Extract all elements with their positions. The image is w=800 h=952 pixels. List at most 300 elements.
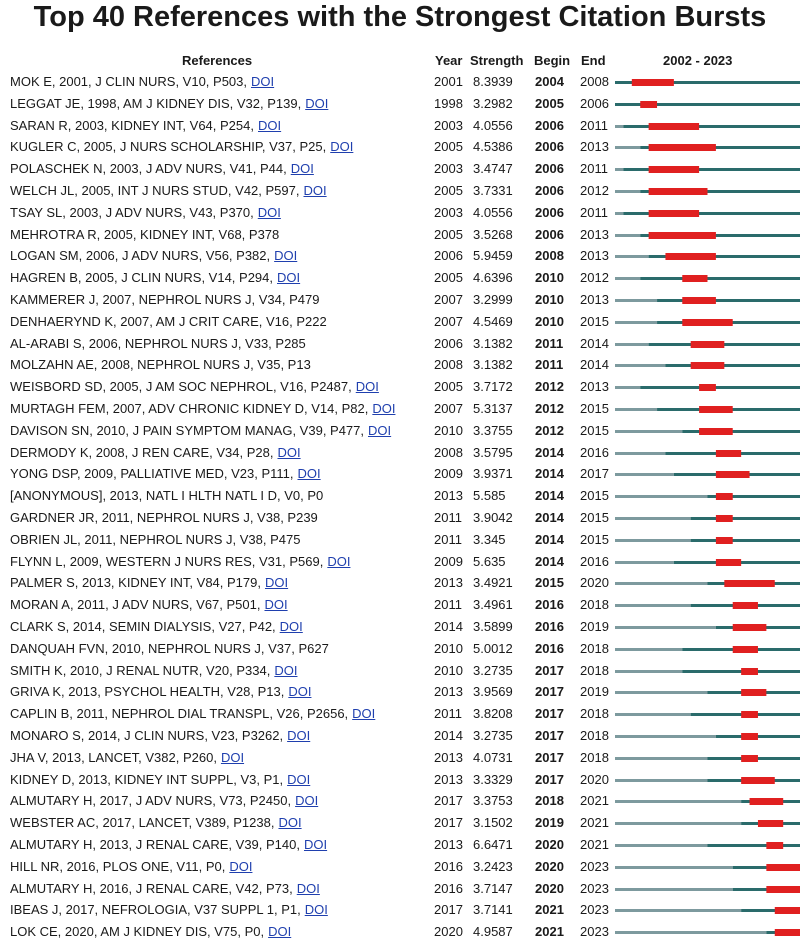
doi-link[interactable]: DOI <box>330 139 354 155</box>
burst-timeline <box>615 508 800 529</box>
table-row <box>0 726 800 747</box>
pre-publication-segment <box>615 212 623 215</box>
end-cell: 2023 <box>580 858 609 874</box>
year-cell: 2003 <box>434 161 463 177</box>
doi-link[interactable]: DOI <box>279 619 303 634</box>
doi-link[interactable]: DOI <box>368 422 392 438</box>
reference-text: MONARO S, 2014, J CLIN NURS, V23, P3262, <box>10 728 284 743</box>
reference-cell <box>10 728 310 744</box>
reference-cell <box>10 575 288 591</box>
pre-publication-segment <box>615 343 649 346</box>
burst-bar <box>699 428 733 435</box>
burst-timeline <box>615 268 800 289</box>
strength-cell: 4.5386 <box>473 139 513 155</box>
reference-cell <box>10 924 291 940</box>
pre-publication-segment <box>615 931 766 934</box>
burst-bar <box>716 515 733 522</box>
strength-cell: 3.1382 <box>473 357 513 373</box>
begin-cell: 2015 <box>535 575 564 591</box>
burst-bar <box>741 668 758 675</box>
begin-cell: 2020 <box>535 837 564 852</box>
reference-cell <box>10 772 310 788</box>
reference-cell <box>10 750 244 766</box>
header-strength: Strength <box>470 53 524 68</box>
doi-link[interactable]: DOI <box>352 706 376 722</box>
table-row <box>0 857 800 878</box>
table-row <box>0 355 800 376</box>
reference-cell <box>10 205 281 221</box>
burst-timeline <box>615 421 800 442</box>
reference-cell <box>10 619 303 635</box>
table-row <box>0 246 800 267</box>
end-cell: 2006 <box>580 95 609 111</box>
burst-timeline <box>615 813 800 834</box>
pre-publication-segment <box>615 517 691 520</box>
doi-link[interactable]: DOI <box>296 880 320 896</box>
reference-text: [ANONYMOUS], 2013, NATL I HLTH NATL I D, V0, P0 <box>10 488 324 504</box>
burst-timeline <box>615 552 800 573</box>
reference-text: YONG DSP, 2009, PALLIATIVE MED, V23, P111, <box>10 466 294 482</box>
table-row <box>0 508 800 529</box>
year-cell: 2020 <box>434 924 463 940</box>
burst-bar <box>775 907 800 914</box>
burst-bar <box>649 123 699 130</box>
begin-cell: 2021 <box>535 924 564 940</box>
pre-publication-segment <box>615 430 682 433</box>
begin-cell: 2016 <box>535 597 564 613</box>
reference-text: GARDNER JR, 2011, NEPHROL NURS J, V38, P239 <box>10 510 318 525</box>
begin-cell: 2006 <box>535 139 564 155</box>
burst-bar <box>716 471 750 478</box>
reference-cell <box>10 379 379 395</box>
burst-bar <box>733 602 758 609</box>
pre-publication-segment <box>615 386 640 389</box>
begin-cell: 2016 <box>535 640 564 656</box>
reference-cell <box>10 881 320 897</box>
begin-cell: 2008 <box>535 248 564 264</box>
strength-cell: 3.1502 <box>473 815 513 831</box>
reference-text: MURTAGH FEM, 2007, ADV CHRONIC KIDNEY D, V14, P82, <box>10 401 369 416</box>
table-row <box>0 573 800 594</box>
strength-cell: 3.345 <box>473 531 506 547</box>
strength-cell: 5.585 <box>473 488 506 504</box>
reference-cell <box>10 554 350 570</box>
reference-text: TSAY SL, 2003, J ADV NURS, V43, P370, <box>10 204 254 220</box>
doi-link[interactable]: DOI <box>287 771 311 787</box>
doi-link[interactable]: DOI <box>297 466 321 482</box>
doi-link[interactable]: DOI <box>355 379 379 395</box>
begin-cell: 2020 <box>535 880 564 896</box>
burst-timeline <box>615 399 800 420</box>
doi-link[interactable]: DOI <box>278 815 302 831</box>
year-cell: 2013 <box>434 771 463 787</box>
end-cell: 2013 <box>580 292 609 307</box>
pre-publication-segment <box>615 495 708 498</box>
doi-link[interactable]: DOI <box>372 401 396 416</box>
reference-text: DERMODY K, 2008, J REN CARE, V34, P28, <box>10 444 274 460</box>
table-row <box>0 661 800 682</box>
doi-link[interactable]: DOI <box>220 749 245 765</box>
burst-bar <box>741 777 775 784</box>
end-cell: 2019 <box>580 619 609 634</box>
end-cell: 2016 <box>580 553 609 569</box>
pre-publication-segment <box>615 713 691 716</box>
table-row <box>0 116 800 137</box>
reference-text: MOK E, 2001, J CLIN NURS, V10, P503, <box>10 74 247 89</box>
reference-text: ALMUTARY H, 2017, J ADV NURS, V73, P2450, <box>10 793 292 809</box>
doi-link[interactable]: DOI <box>288 684 312 700</box>
begin-cell: 2010 <box>535 270 564 286</box>
doi-link[interactable]: DOI <box>258 117 282 133</box>
begin-cell: 2005 <box>535 95 564 111</box>
reference-text: WELCH JL, 2005, INT J NURS STUD, V42, P597, <box>10 183 300 198</box>
burst-bar <box>716 537 733 544</box>
doi-link[interactable]: DOI <box>305 95 329 111</box>
burst-bar <box>741 733 758 740</box>
strength-cell: 3.3753 <box>473 793 513 809</box>
reference-text: CAPLIN B, 2011, NEPHROL DIAL TRANSPL, V26, P2656, <box>10 706 349 722</box>
end-cell: 2021 <box>580 793 609 809</box>
doi-link[interactable]: DOI <box>268 924 292 940</box>
strength-cell: 3.2982 <box>473 95 513 111</box>
reference-text: WEBSTER AC, 2017, LANCET, V389, P1238, <box>10 815 275 831</box>
burst-bar <box>632 79 674 86</box>
burst-timeline <box>615 443 800 464</box>
pre-publication-segment <box>615 604 691 607</box>
reference-text: GRIVA K, 2013, PSYCHOL HEALTH, V28, P13, <box>10 684 285 700</box>
end-cell: 2018 <box>580 597 609 613</box>
end-cell: 2011 <box>580 204 608 220</box>
strength-cell: 3.9371 <box>473 466 513 482</box>
strength-cell: 3.8208 <box>473 706 513 722</box>
burst-timeline <box>615 486 800 507</box>
begin-cell: 2017 <box>535 662 564 678</box>
burst-bar <box>716 450 741 457</box>
end-cell: 2018 <box>580 706 609 722</box>
burst-bar <box>766 886 800 893</box>
begin-cell: 2006 <box>535 183 564 198</box>
end-cell: 2021 <box>580 837 609 852</box>
table-row <box>0 595 800 616</box>
reference-text: KIDNEY D, 2013, KIDNEY INT SUPPL, V3, P1, <box>10 771 284 787</box>
table-row <box>0 268 800 289</box>
burst-timeline <box>615 573 800 594</box>
table-row <box>0 159 800 180</box>
header-year: Year <box>435 53 463 68</box>
begin-cell: 2012 <box>535 379 564 395</box>
reference-text: DAVISON SN, 2010, J PAIN SYMPTOM MANAG, V39, P477, <box>10 422 365 438</box>
timeline-segment <box>649 343 800 346</box>
burst-timeline <box>615 355 800 376</box>
reference-text: ALMUTARY H, 2013, J RENAL CARE, V39, P140, <box>10 837 300 852</box>
pre-publication-segment <box>615 648 682 651</box>
begin-cell: 2019 <box>535 815 564 831</box>
pre-publication-segment <box>615 691 708 694</box>
end-cell: 2016 <box>580 444 609 460</box>
year-cell: 1998 <box>434 95 463 111</box>
doi-link[interactable]: DOI <box>229 858 253 874</box>
strength-cell: 3.5268 <box>473 226 513 242</box>
year-cell: 2007 <box>434 401 463 416</box>
table-row <box>0 94 800 115</box>
pre-publication-segment <box>615 779 708 782</box>
end-cell: 2023 <box>580 880 609 896</box>
doi-link[interactable]: DOI <box>287 728 311 743</box>
strength-cell: 5.635 <box>473 553 506 569</box>
strength-cell: 4.6396 <box>473 270 513 286</box>
year-cell: 2016 <box>434 858 463 874</box>
reference-text: HAGREN B, 2005, J CLIN NURS, V14, P294, <box>10 270 273 286</box>
pre-publication-segment <box>615 888 733 891</box>
year-cell: 2005 <box>434 379 463 395</box>
table-row <box>0 225 800 246</box>
burst-timeline <box>615 334 800 355</box>
doi-link[interactable]: DOI <box>290 161 314 177</box>
doi-link[interactable]: DOI <box>257 204 281 220</box>
begin-cell: 2006 <box>535 204 564 220</box>
reference-text: DENHAERYND K, 2007, AM J CRIT CARE, V16, P222 <box>10 313 327 329</box>
end-cell: 2011 <box>580 161 608 177</box>
doi-link[interactable]: DOI <box>264 575 289 591</box>
reference-text: AL-ARABI S, 2006, NEPHROL NURS J, V33, P285 <box>10 335 306 351</box>
doi-link[interactable]: DOI <box>277 444 301 460</box>
burst-bar <box>649 232 716 239</box>
begin-cell: 2014 <box>535 510 564 525</box>
end-cell: 2019 <box>580 684 609 700</box>
burst-bar <box>649 210 699 217</box>
reference-text: DANQUAH FVN, 2010, NEPHROL NURS J, V37, P627 <box>10 640 329 656</box>
reference-text: KUGLER C, 2005, J NURS SCHOLARSHIP, V37, P25, <box>10 139 327 155</box>
timeline-segment <box>691 539 800 542</box>
begin-cell: 2004 <box>535 74 564 89</box>
year-cell: 2017 <box>434 902 463 918</box>
burst-timeline <box>615 595 800 616</box>
strength-cell: 3.3329 <box>473 771 513 787</box>
burst-timeline <box>615 726 800 747</box>
reference-cell <box>10 74 274 90</box>
strength-cell: 3.4921 <box>473 575 513 591</box>
doi-link[interactable]: DOI <box>303 837 328 852</box>
begin-cell: 2014 <box>535 466 564 482</box>
year-cell: 2016 <box>434 880 463 896</box>
header-end: End <box>581 53 606 68</box>
pre-publication-segment <box>615 909 741 912</box>
end-cell: 2015 <box>580 510 609 525</box>
year-cell: 2003 <box>434 117 463 133</box>
burst-bar <box>649 144 716 151</box>
table-row <box>0 486 800 507</box>
end-cell: 2015 <box>580 422 609 438</box>
year-cell: 2005 <box>434 183 463 198</box>
doi-link[interactable]: DOI <box>304 902 328 918</box>
year-cell: 2013 <box>434 749 463 765</box>
table-row <box>0 900 800 921</box>
table-row <box>0 813 800 834</box>
timeline-segment <box>691 517 800 520</box>
pre-publication-segment <box>615 670 682 673</box>
doi-link[interactable]: DOI <box>251 74 275 89</box>
pre-publication-segment <box>615 146 640 149</box>
strength-cell: 3.4747 <box>473 161 513 177</box>
burst-bar <box>741 689 766 696</box>
doi-link[interactable]: DOI <box>327 553 351 569</box>
year-cell: 2008 <box>434 444 463 460</box>
reference-text: SARAN R, 2003, KIDNEY INT, V64, P254, <box>10 117 254 133</box>
reference-cell <box>10 815 302 831</box>
pre-publication-segment <box>615 190 640 193</box>
reference-cell <box>10 270 300 286</box>
doi-link[interactable]: DOI <box>303 183 327 198</box>
year-cell: 2013 <box>434 684 463 700</box>
begin-cell: 2006 <box>535 226 564 242</box>
burst-timeline <box>615 704 800 725</box>
end-cell: 2011 <box>580 117 608 133</box>
reference-cell <box>10 357 311 373</box>
begin-cell: 2017 <box>535 684 564 700</box>
strength-cell: 3.2999 <box>473 292 513 307</box>
reference-cell <box>10 793 318 809</box>
year-cell: 2009 <box>434 553 463 569</box>
burst-timeline <box>615 879 800 900</box>
pre-publication-segment <box>615 168 623 171</box>
burst-bar <box>741 755 758 762</box>
pre-publication-segment <box>615 255 649 258</box>
pre-publication-segment <box>615 822 741 825</box>
table-row <box>0 290 800 311</box>
table-row <box>0 203 800 224</box>
end-cell: 2013 <box>580 226 609 242</box>
end-cell: 2020 <box>580 771 609 787</box>
doi-link[interactable]: DOI <box>274 248 298 264</box>
strength-cell: 4.0556 <box>473 204 513 220</box>
year-cell: 2006 <box>434 248 463 264</box>
begin-cell: 2014 <box>535 531 564 547</box>
year-cell: 2017 <box>434 793 463 809</box>
end-cell: 2021 <box>580 815 609 831</box>
reference-cell <box>10 466 321 482</box>
end-cell: 2012 <box>580 183 609 198</box>
burst-timeline <box>615 857 800 878</box>
burst-bar <box>699 406 733 413</box>
burst-timeline <box>615 661 800 682</box>
strength-cell: 3.3755 <box>473 422 513 438</box>
table-row <box>0 72 800 93</box>
reference-text: SMITH K, 2010, J RENAL NUTR, V20, P334, <box>10 662 271 678</box>
begin-cell: 2021 <box>535 902 564 918</box>
end-cell: 2018 <box>580 749 609 765</box>
strength-cell: 4.9587 <box>473 924 513 940</box>
burst-bar <box>724 580 774 587</box>
begin-cell: 2017 <box>535 706 564 722</box>
end-cell: 2012 <box>580 270 609 286</box>
burst-timeline <box>615 116 800 137</box>
year-cell: 2011 <box>434 510 462 525</box>
burst-timeline <box>615 464 800 485</box>
timeline-segment <box>682 670 800 673</box>
table-row <box>0 399 800 420</box>
burst-bar <box>733 646 758 653</box>
reference-text: CLARK S, 2014, SEMIN DIALYSIS, V27, P42, <box>10 619 276 634</box>
pre-publication-segment <box>615 539 691 542</box>
table-row <box>0 682 800 703</box>
reference-cell <box>10 510 318 526</box>
reference-cell <box>10 423 391 439</box>
year-cell: 2005 <box>434 270 463 286</box>
year-cell: 2011 <box>434 531 462 547</box>
pre-publication-segment <box>615 408 657 411</box>
year-cell: 2007 <box>434 292 463 307</box>
reference-cell <box>10 292 319 308</box>
table-row <box>0 552 800 573</box>
burst-bar <box>691 362 725 369</box>
begin-cell: 2012 <box>535 422 564 438</box>
table-row <box>0 530 800 551</box>
year-cell: 2013 <box>434 488 463 504</box>
year-cell: 2013 <box>434 837 463 852</box>
end-cell: 2015 <box>580 488 609 504</box>
end-cell: 2018 <box>580 640 609 656</box>
doi-link[interactable]: DOI <box>277 270 301 286</box>
strength-cell: 3.5899 <box>473 619 513 634</box>
table-row <box>0 704 800 725</box>
burst-timeline <box>615 791 800 812</box>
pre-publication-segment <box>615 364 665 367</box>
doi-link[interactable]: DOI <box>274 662 298 678</box>
reference-text: MORAN A, 2011, J ADV NURS, V67, P501, <box>10 597 261 613</box>
reference-text: PALMER S, 2013, KIDNEY INT, V84, P179, <box>10 575 261 591</box>
year-cell: 2005 <box>434 226 463 242</box>
strength-cell: 3.7172 <box>473 379 513 395</box>
pre-publication-segment <box>615 844 708 847</box>
strength-cell: 3.1382 <box>473 335 513 351</box>
end-cell: 2015 <box>580 313 609 329</box>
end-cell: 2017 <box>580 466 609 482</box>
reference-text: LOK CE, 2020, AM J KIDNEY DIS, V75, P0, <box>10 924 265 940</box>
burst-timeline <box>615 290 800 311</box>
year-cell: 2013 <box>434 575 463 591</box>
begin-cell: 2014 <box>535 553 564 569</box>
reference-cell <box>10 532 300 548</box>
reference-cell <box>10 663 297 679</box>
end-cell: 2023 <box>580 924 609 940</box>
timeline-segment <box>665 364 800 367</box>
year-cell: 2005 <box>434 139 463 155</box>
year-cell: 2006 <box>434 335 463 351</box>
reference-cell <box>10 859 252 875</box>
table-row <box>0 879 800 900</box>
doi-link[interactable]: DOI <box>295 793 319 809</box>
doi-link[interactable]: DOI <box>264 597 288 613</box>
burst-bar <box>699 384 716 391</box>
burst-bar <box>649 188 708 195</box>
year-cell: 2017 <box>434 815 463 831</box>
year-cell: 2001 <box>434 74 463 89</box>
burst-bar <box>665 253 715 260</box>
pre-publication-segment <box>615 299 657 302</box>
table-row <box>0 443 800 464</box>
strength-cell: 3.2423 <box>473 858 513 874</box>
strength-cell: 6.6471 <box>473 837 513 852</box>
table-row <box>0 334 800 355</box>
strength-cell: 3.5795 <box>473 444 513 460</box>
reference-text: MEHROTRA R, 2005, KIDNEY INT, V68, P378 <box>10 226 280 242</box>
reference-text: IBEAS J, 2017, NEFROLOGIA, V37 SUPPL 1, P1, <box>10 902 301 918</box>
strength-cell: 3.2735 <box>473 728 513 743</box>
pre-publication-segment <box>615 582 708 585</box>
burst-timeline <box>615 137 800 158</box>
end-cell: 2023 <box>580 902 609 918</box>
begin-cell: 2006 <box>535 117 564 133</box>
